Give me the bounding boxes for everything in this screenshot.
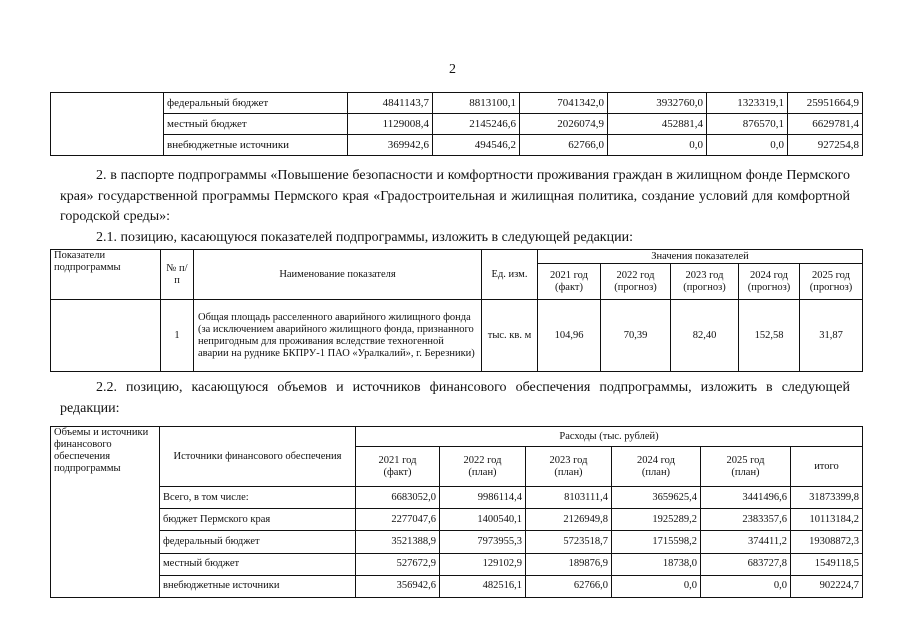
cell-value: 25951664,9 (788, 93, 863, 114)
cell-value: 70,39 (601, 300, 671, 372)
row-label: федеральный бюджет (164, 93, 348, 114)
cell-value: 10113184,2 (791, 509, 863, 531)
cell-value: 1925289,2 (612, 509, 701, 531)
group-header: Значения показателей (538, 250, 863, 264)
cell-value: 482516,1 (440, 575, 526, 597)
cell-value: 2383357,6 (701, 509, 791, 531)
cell-value: 2277047,6 (356, 509, 440, 531)
cell-value: 18738,0 (612, 553, 701, 575)
year-header: 2024 год (прогноз) (739, 264, 800, 300)
cell-value: 452881,4 (608, 114, 707, 135)
indicator-name: Общая площадь расселенного аварийного жилищного фонда (за исключением аварийного жилищного фонда, признанного непригодным для проживания вследствие техногенной аварии на руднике БКПРУ-1 ПАО «Уралкалий», г. Березники) (194, 300, 482, 372)
cell-value: 356942,6 (356, 575, 440, 597)
cell-value: 152,58 (739, 300, 800, 372)
table-header-row (51, 250, 863, 264)
year-header: 2021 год (факт) (356, 447, 440, 487)
cell-value: 6683052,0 (356, 487, 440, 509)
cell-value: 104,96 (538, 300, 601, 372)
paragraph-financing: 2.2. позицию, касающуюся объемов и источников финансового обеспечения подпрограммы, изложить в следующей редакции: (60, 380, 850, 416)
cell-value: 3441496,6 (701, 487, 791, 509)
indicator-unit: тыс. кв. м (482, 300, 538, 372)
cell-value: 2145246,6 (433, 114, 520, 135)
year-header: 2022 год (план) (440, 447, 526, 487)
cell-value: 7041342,0 (520, 93, 608, 114)
cell-value: 2126949,8 (526, 509, 612, 531)
cell-value: 31873399,8 (791, 487, 863, 509)
cell-value: 876570,1 (707, 114, 788, 135)
row-label: внебюджетные источники (164, 135, 348, 156)
paragraph-block-1 (60, 166, 850, 248)
paragraph-passport: 2. в паспорте подпрограммы «Повышение безопасности и комфортности проживания граждан в жилищном фонде Пермского края» государственной программы Пермского края «Градостроительная и жилищная политика, создание условий для комфортной городской среды»: (60, 168, 850, 224)
row-label: местный бюджет (160, 553, 356, 575)
cell-value: 62766,0 (526, 575, 612, 597)
col-indicators: Показатели подпрограммы (51, 250, 161, 300)
cell-value: 9986114,4 (440, 487, 526, 509)
row-label: Всего, в том числе: (160, 487, 356, 509)
table-row (51, 300, 863, 372)
cell-value: 927254,8 (788, 135, 863, 156)
year-header: 2025 год (план) (701, 447, 791, 487)
cell-value: 31,87 (800, 300, 863, 372)
cell-value: 7973955,3 (440, 531, 526, 553)
col-volumes: Объемы и источники финансового обеспечения подпрограммы (51, 427, 160, 598)
cell-value: 0,0 (608, 135, 707, 156)
cell-value: 1715598,2 (612, 531, 701, 553)
cell-value: 5723518,7 (526, 531, 612, 553)
cell-value: 8813100,1 (433, 93, 520, 114)
group-header: Расходы (тыс. рублей) (356, 427, 863, 447)
col-sources: Источники финансового обеспечения (160, 427, 356, 487)
paragraph-block-2 (60, 378, 850, 419)
cell-value: 0,0 (707, 135, 788, 156)
cell-value: 4841143,7 (348, 93, 433, 114)
cell-value: 527672,9 (356, 553, 440, 575)
year-header: 2025 год (прогноз) (800, 264, 863, 300)
cell-value: 1323319,1 (707, 93, 788, 114)
cell-value: 129102,9 (440, 553, 526, 575)
empty-cell (51, 93, 164, 156)
col-num: № п/п (161, 250, 194, 300)
cell-value: 0,0 (612, 575, 701, 597)
cell-value: 62766,0 (520, 135, 608, 156)
table-row (51, 509, 863, 531)
col-unit: Ед. изм. (482, 250, 538, 300)
cell-value: 1129008,4 (348, 114, 433, 135)
table-row (51, 93, 863, 114)
year-header: 2022 год (прогноз) (601, 264, 671, 300)
paragraph-indicators: 2.1. позицию, касающуюся показателей подпрограммы, изложить в следующей редакции: (96, 229, 633, 245)
indicators-table (50, 249, 863, 372)
table-row (51, 114, 863, 135)
cell-value: 6629781,4 (788, 114, 863, 135)
table-row (51, 553, 863, 575)
table-header-row (51, 427, 863, 447)
table-row (51, 135, 863, 156)
cell-value: 1549118,5 (791, 553, 863, 575)
row-label: местный бюджет (164, 114, 348, 135)
row-num: 1 (161, 300, 194, 372)
page-number: 2 (449, 62, 456, 77)
cell-value: 8103111,4 (526, 487, 612, 509)
cell-value: 902224,7 (791, 575, 863, 597)
row-label: бюджет Пермского края (160, 509, 356, 531)
cell-value: 82,40 (671, 300, 739, 372)
year-header: 2023 год (план) (526, 447, 612, 487)
cell-value: 683727,8 (701, 553, 791, 575)
budget-continuation-table (50, 92, 863, 156)
cell-value: 3932760,0 (608, 93, 707, 114)
cell-value: 2026074,9 (520, 114, 608, 135)
cell-value: 189876,9 (526, 553, 612, 575)
year-header: 2024 год (план) (612, 447, 701, 487)
total-header: итого (791, 447, 863, 487)
empty-cell (51, 300, 161, 372)
cell-value: 3659625,4 (612, 487, 701, 509)
table-row (51, 531, 863, 553)
year-header: 2021 год (факт) (538, 264, 601, 300)
cell-value: 3521388,9 (356, 531, 440, 553)
row-label: внебюджетные источники (160, 575, 356, 597)
row-label: федеральный бюджет (160, 531, 356, 553)
cell-value: 0,0 (701, 575, 791, 597)
cell-value: 369942,6 (348, 135, 433, 156)
table-row (51, 575, 863, 597)
table-row (51, 487, 863, 509)
cell-value: 494546,2 (433, 135, 520, 156)
cell-value: 374411,2 (701, 531, 791, 553)
cell-value: 1400540,1 (440, 509, 526, 531)
financing-table (50, 426, 863, 598)
cell-value: 19308872,3 (791, 531, 863, 553)
year-header: 2023 год (прогноз) (671, 264, 739, 300)
col-name: Наименование показателя (194, 250, 482, 300)
